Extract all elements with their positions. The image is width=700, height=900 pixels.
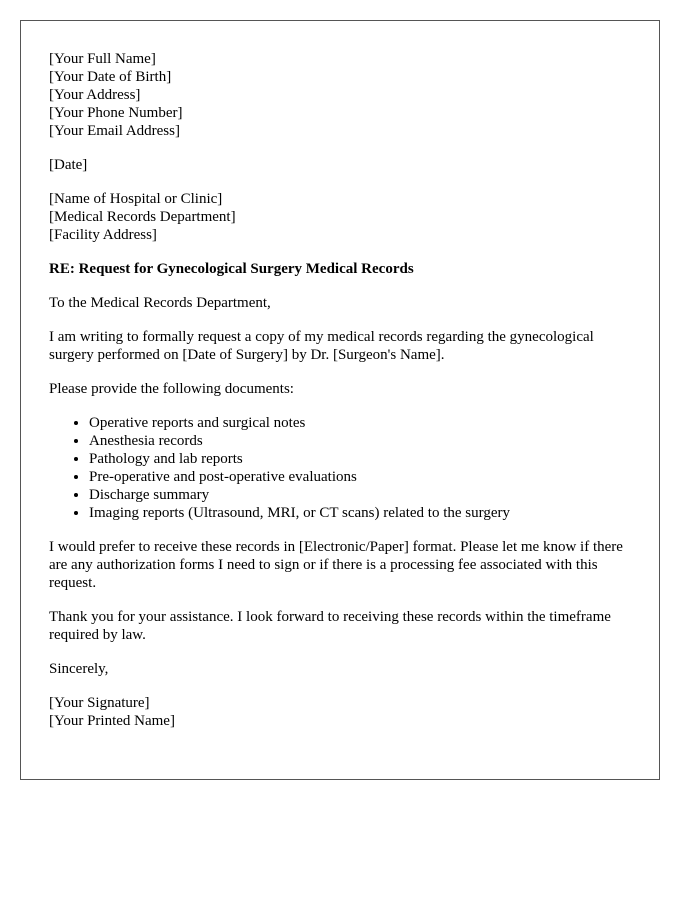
- recipient-department: [Medical Records Department]: [49, 209, 236, 225]
- date-block: [49, 156, 631, 174]
- printed-name: [Your Printed Name]: [49, 713, 175, 729]
- signature-line: [Your Signature]: [49, 695, 150, 711]
- intro-paragraph: I am writing to formally request a copy of my medical records regarding the gynecological surgery performed on [Date of Surgery] by Dr. [Surgeon's Name].: [49, 329, 594, 363]
- recipient-address: [Facility Address]: [49, 227, 157, 243]
- sender-address: [Your Address]: [49, 87, 141, 103]
- sender-block: [49, 50, 631, 140]
- subject-line: RE: Request for Gynecological Surgery Medical Records: [49, 261, 414, 277]
- sender-name: [Your Full Name]: [49, 51, 156, 67]
- sender-dob: [Your Date of Birth]: [49, 69, 172, 85]
- format-paragraph: I would prefer to receive these records in [Electronic/Paper] format. Please let me know if there are any authorization forms I need to sign or if there is a processing fee associated with this request.: [49, 539, 623, 591]
- recipient-block: [49, 190, 631, 244]
- letter-date: [Date]: [49, 157, 88, 173]
- recipient-facility: [Name of Hospital or Clinic]: [49, 191, 223, 207]
- thanks-paragraph: Thank you for your assistance. I look forward to receiving these records within the timeframe required by law.: [49, 609, 611, 643]
- sender-email: [Your Email Address]: [49, 123, 180, 139]
- list-item: • Anesthesia records: [89, 432, 631, 450]
- list-item: • Discharge summary: [89, 486, 631, 504]
- salutation: To the Medical Records Department,: [49, 295, 271, 311]
- list-item: • Imaging reports (Ultrasound, MRI, or CT scans) related to the surgery: [89, 504, 631, 522]
- documents-list: [49, 414, 631, 522]
- signature-block: [49, 694, 631, 730]
- list-item: • Operative reports and surgical notes: [89, 414, 631, 432]
- list-item: • Pathology and lab reports: [89, 450, 631, 468]
- letter-page: [20, 20, 660, 780]
- list-intro: Please provide the following documents:: [49, 381, 294, 397]
- sender-phone: [Your Phone Number]: [49, 105, 183, 121]
- list-item: • Pre-operative and post-operative evaluations: [89, 468, 631, 486]
- closing: Sincerely,: [49, 661, 109, 677]
